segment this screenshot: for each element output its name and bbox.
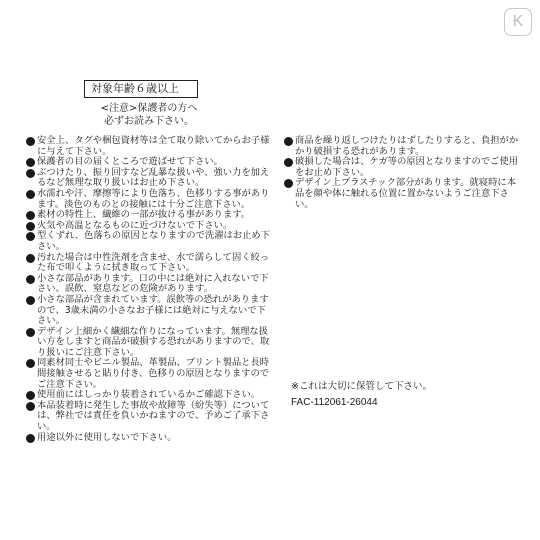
keep-note: ※これは大切に保管して下さい。 [291,381,432,392]
bullet-icon [26,190,35,199]
k-badge-label: K [512,13,524,30]
list-item-text: デザイン上プラスチック部分があります。就寝時に本品を顔や体に触れる位置に置かないようご注意下さい。 [295,177,516,210]
k-badge-icon [504,8,532,36]
bullet-icon [26,222,35,231]
list-item-text: 同素材同士やビニル製品、革製品、プリント製品と長時間接触させると貼り付き、色移りの原因となりますのでご注意下さい。 [37,357,270,390]
bullet-icon [26,328,35,337]
list-item [26,274,274,295]
list-item-text: ぶつけたり、振り回すなど乱暴な扱いや、強い力を加えるなど無理な取り扱いはお止め下さい。 [37,166,270,189]
list-item-text: 保護者の目の届くところで遊ばせて下さい。 [37,156,223,168]
list-item-text: 用途以外に使用しないで下さい。 [37,431,177,443]
list-item-text: 火気や高温となるものに近づけないで下さい。 [37,219,233,231]
list-item-text: 破損した場合は、ケガ等の原因となりますのでご使用をお止め下さい。 [295,156,518,178]
list-item [284,136,520,157]
list-item [26,168,274,189]
bullet-icon [26,296,35,305]
list-item-text: デザイン上細かく繊細な作りになっています。無理な扱い方をしますと商品が破損する恐れがありますので、取り扱いにご注意下さい。 [37,325,270,358]
right-caution-list [284,136,520,210]
list-item [26,358,274,390]
bullet-icon [284,179,293,188]
list-item [26,433,274,444]
bullet-icon [26,137,35,146]
bullet-icon [26,232,35,241]
bullet-icon [26,254,35,263]
list-item-text: 小さな部品があります。口の中には絶対に入れないで下さい。誤飲、窒息などの危険があります。 [37,272,269,295]
list-item-text: 汚れた場合は中性洗剤を含ませ、水で濡らして固く絞った布で叩くように拭き取って下さい。 [37,251,270,274]
caution-heading-line-1: <注意>保護者の方へ [100,103,198,114]
list-item-text: 小さな部品が含まれています。誤飲等の恐れがありますので、3歳未満の小さなお子様には絶対に与えないで下さい。 [37,293,269,327]
caution-heading [84,102,214,128]
list-item-text: 型くずれ、色落ちの原因となりますので洗濯はお止め下さい。 [37,230,270,252]
list-item [26,231,274,252]
caution-heading-line-2: 必ずお読み下さい。 [104,116,194,127]
product-code: FAC-112061-26044 [291,397,378,408]
bullet-icon [26,158,35,167]
bullet-icon [26,391,35,400]
list-item [26,327,274,359]
bullet-icon [284,158,293,167]
bullet-icon [26,359,35,368]
list-item [26,295,274,327]
bullet-icon [284,137,293,146]
list-item-text: 安全上、タグや梱包資材等は全て取り除いてからお子様に与えて下さい。 [37,135,270,157]
list-item [284,178,520,210]
left-caution-list [26,136,274,443]
bullet-icon [26,169,35,178]
list-item-text: 使用前にはしっかり装着されているかご確認下さい。 [37,389,261,401]
bullet-icon [26,211,35,220]
bullet-icon [26,275,35,284]
list-item [26,136,274,157]
target-age-label: 対象年齢６歳以上 [84,80,198,98]
list-item-text: 水濡れや汗、摩擦等により色落ち、色移りする事があります。淡色のものとの接触には十分ご注意下さい。 [37,187,270,210]
list-item [284,157,520,178]
list-item-text: 本品装着時に発生した事故や故障等（紛失等）については、弊社では責任を負いかねますので、予めご了承下さい。 [37,399,270,433]
bullet-icon [26,434,35,443]
list-item-text: 素材の特性上、繊維の一部が抜ける事があります。 [37,209,251,221]
list-item [26,189,274,210]
list-item-text: 商品を繰り返しつけたりはずしたりすると、負担がかかり破損する恐れがあります。 [295,135,519,157]
bullet-icon [26,402,35,411]
list-item [26,253,274,274]
list-item [26,401,274,433]
